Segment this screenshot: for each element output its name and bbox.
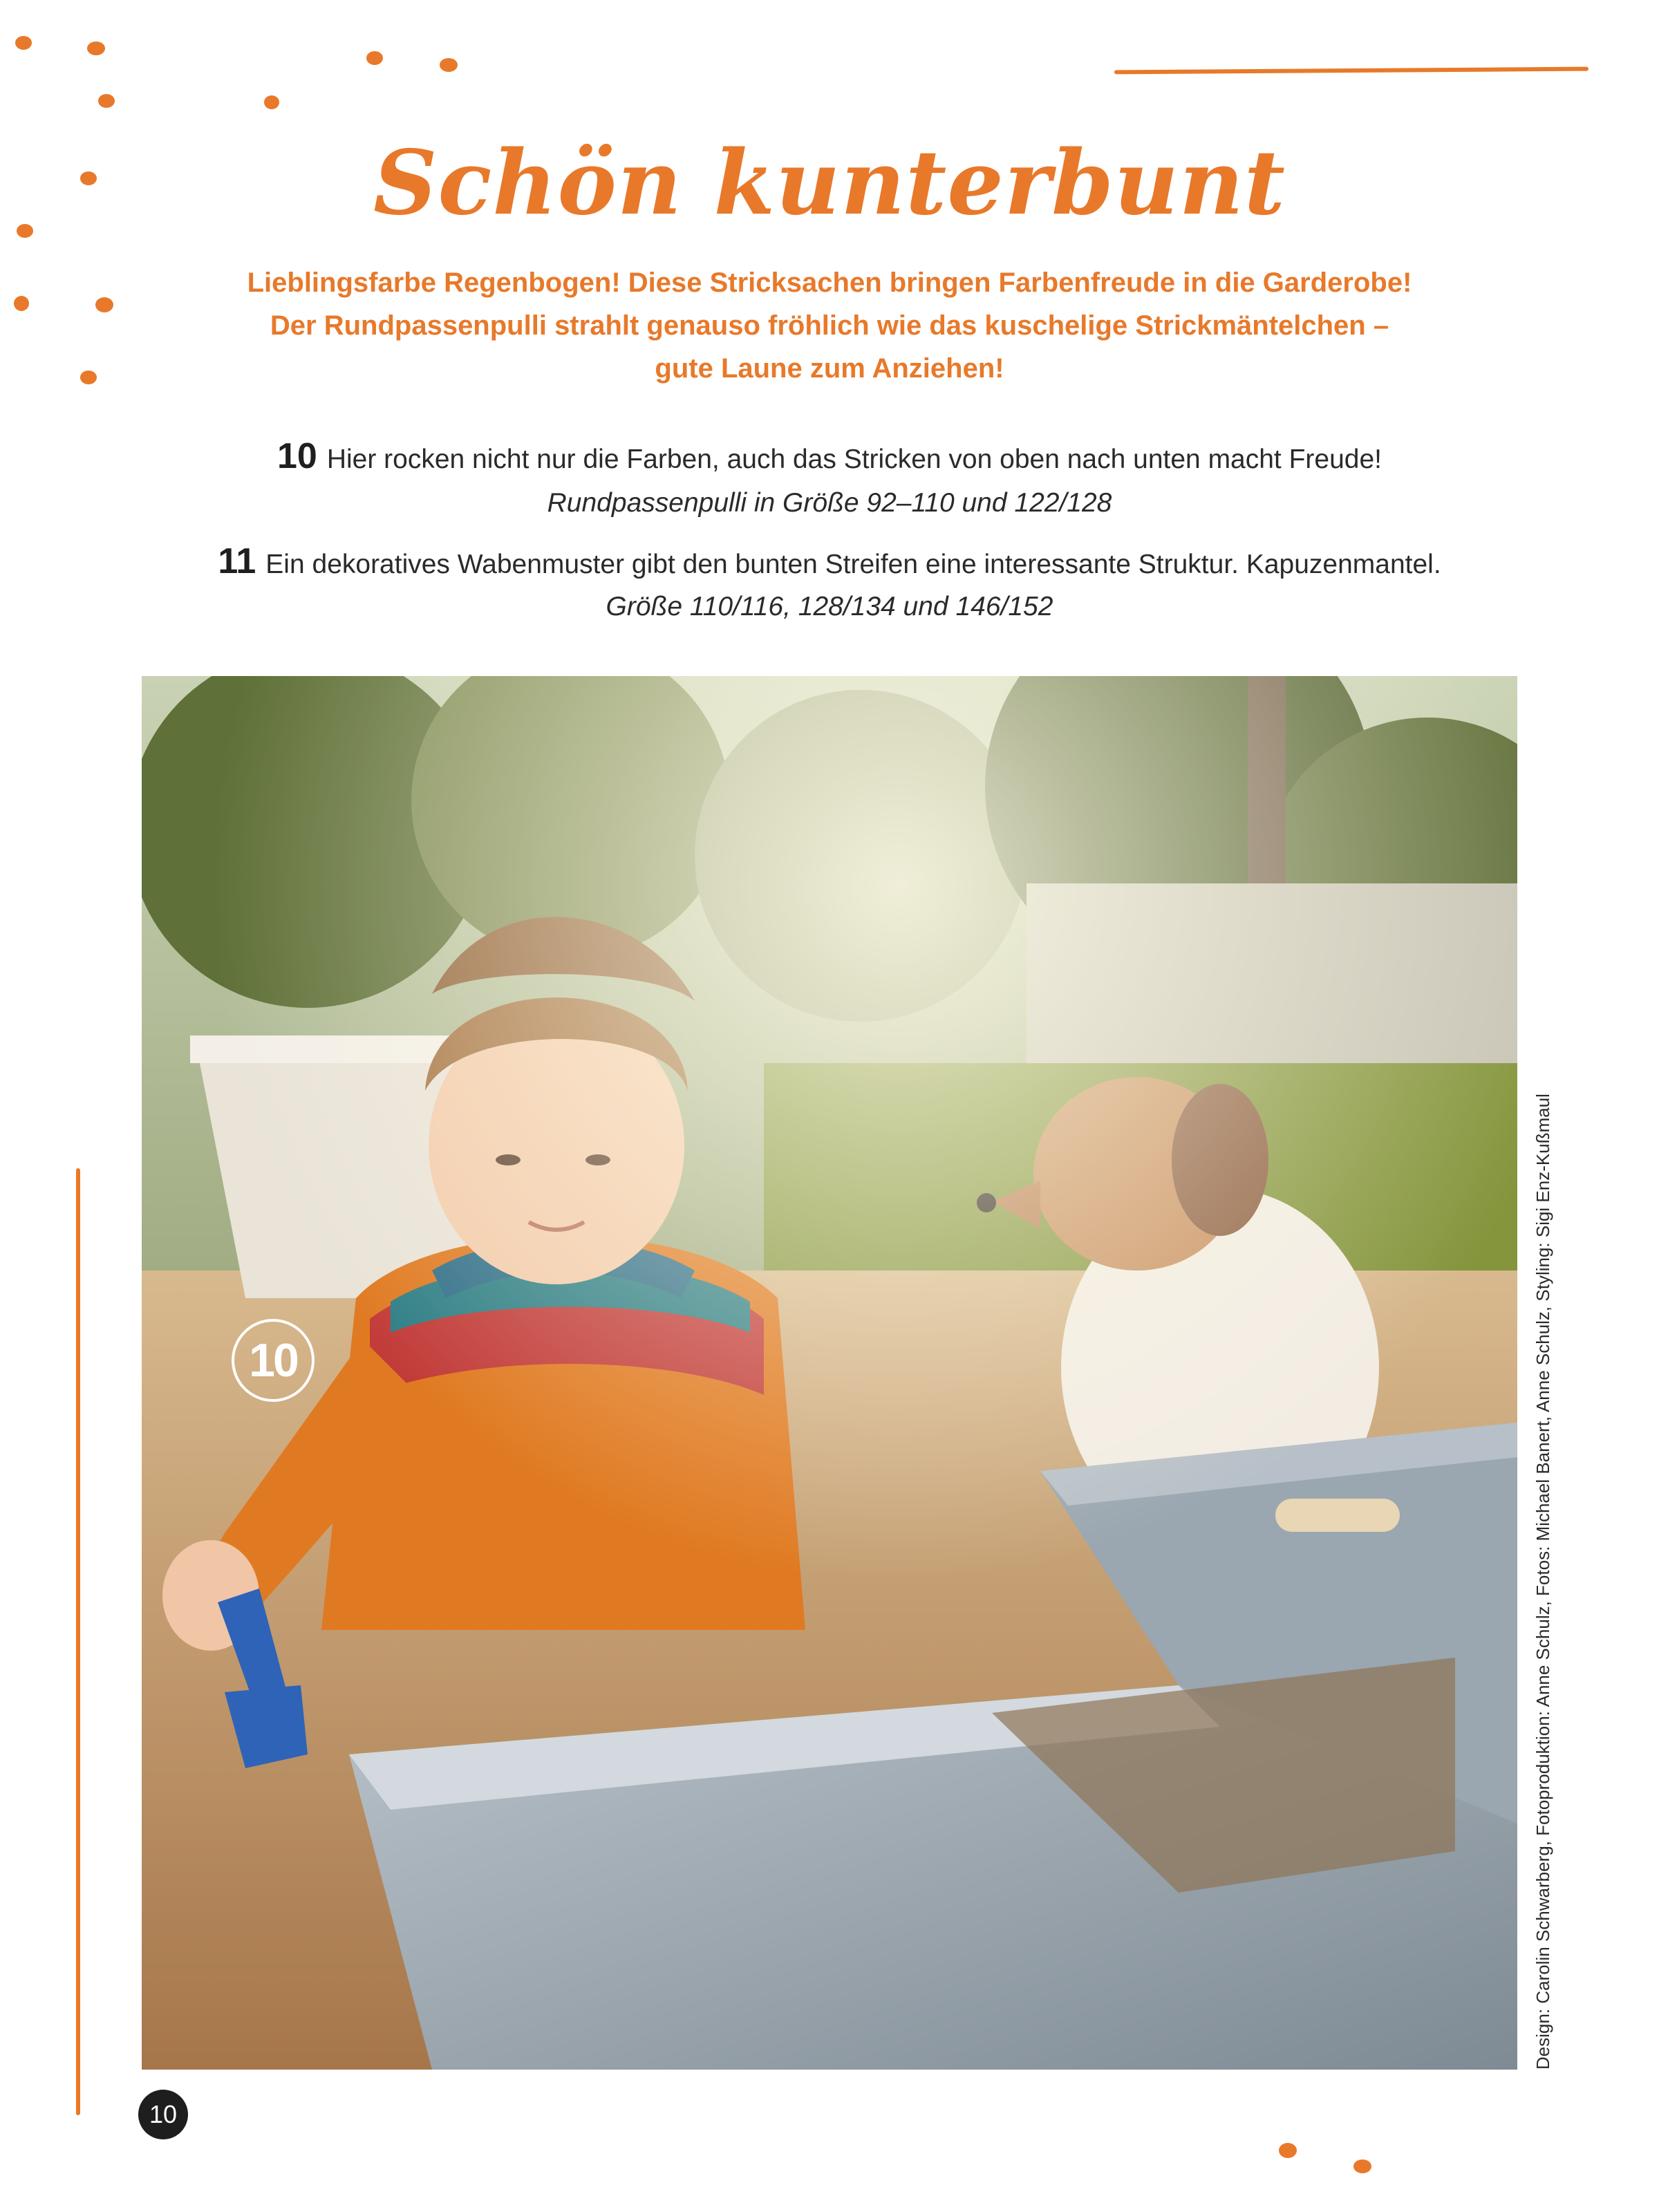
photo-credit: Design: Carolin Schwarberg, Fotoproduktion: Anne Schulz, Fotos: Michael Banert, Anne Schulz, Styling: Sigi Enz-Kußmaul xyxy=(1533,1094,1553,2070)
decor-dot xyxy=(1279,2143,1297,2158)
page-number: 10 xyxy=(138,2090,188,2139)
intro-line: Lieblingsfarbe Regenbogen! Diese Stricksachen bringen Farbenfreude in die Garderobe! xyxy=(247,268,1412,298)
decor-dot xyxy=(15,36,32,50)
item-text: Hier rocken nicht nur die Farben, auch das Stricken von oben nach unten macht Freude! xyxy=(326,444,1382,474)
item-number: 10 xyxy=(276,436,317,476)
intro-text xyxy=(173,261,1486,390)
decor-rule-left xyxy=(76,1168,80,2115)
page-title: Schön kunterbunt xyxy=(373,131,1286,235)
item-11-sizes: Größe 110/116, 128/134 und 146/152 xyxy=(606,592,1053,621)
item-10 xyxy=(0,435,1659,477)
photo-item-badge: 10 xyxy=(232,1319,315,1402)
decor-dot xyxy=(87,41,105,55)
decor-dot xyxy=(366,51,383,65)
item-number: 11 xyxy=(218,541,256,581)
decor-dot xyxy=(1353,2159,1371,2173)
item-10-sizes: Rundpassenpulli in Größe 92–110 und 122/128 xyxy=(547,488,1112,518)
item-11 xyxy=(0,541,1659,582)
decor-dot xyxy=(95,297,113,312)
photo-illustration xyxy=(142,676,1517,2070)
decor-dot xyxy=(440,58,458,72)
photo-child-with-puppy xyxy=(142,676,1517,2070)
item-text: Ein dekoratives Wabenmuster gibt den bunten Streifen eine interessante Struktur. Kapuzenmantel. xyxy=(265,550,1441,579)
decor-dot xyxy=(14,296,29,311)
decor-dot xyxy=(264,95,279,109)
intro-line: gute Laune zum Anziehen! xyxy=(655,353,1004,384)
decor-rule-top xyxy=(1114,67,1588,75)
decor-dot xyxy=(80,371,97,384)
decor-dot xyxy=(98,94,115,108)
intro-line: Der Rundpassenpulli strahlt genauso fröhlich wie das kuschelige Strickmäntelchen – xyxy=(270,310,1389,341)
